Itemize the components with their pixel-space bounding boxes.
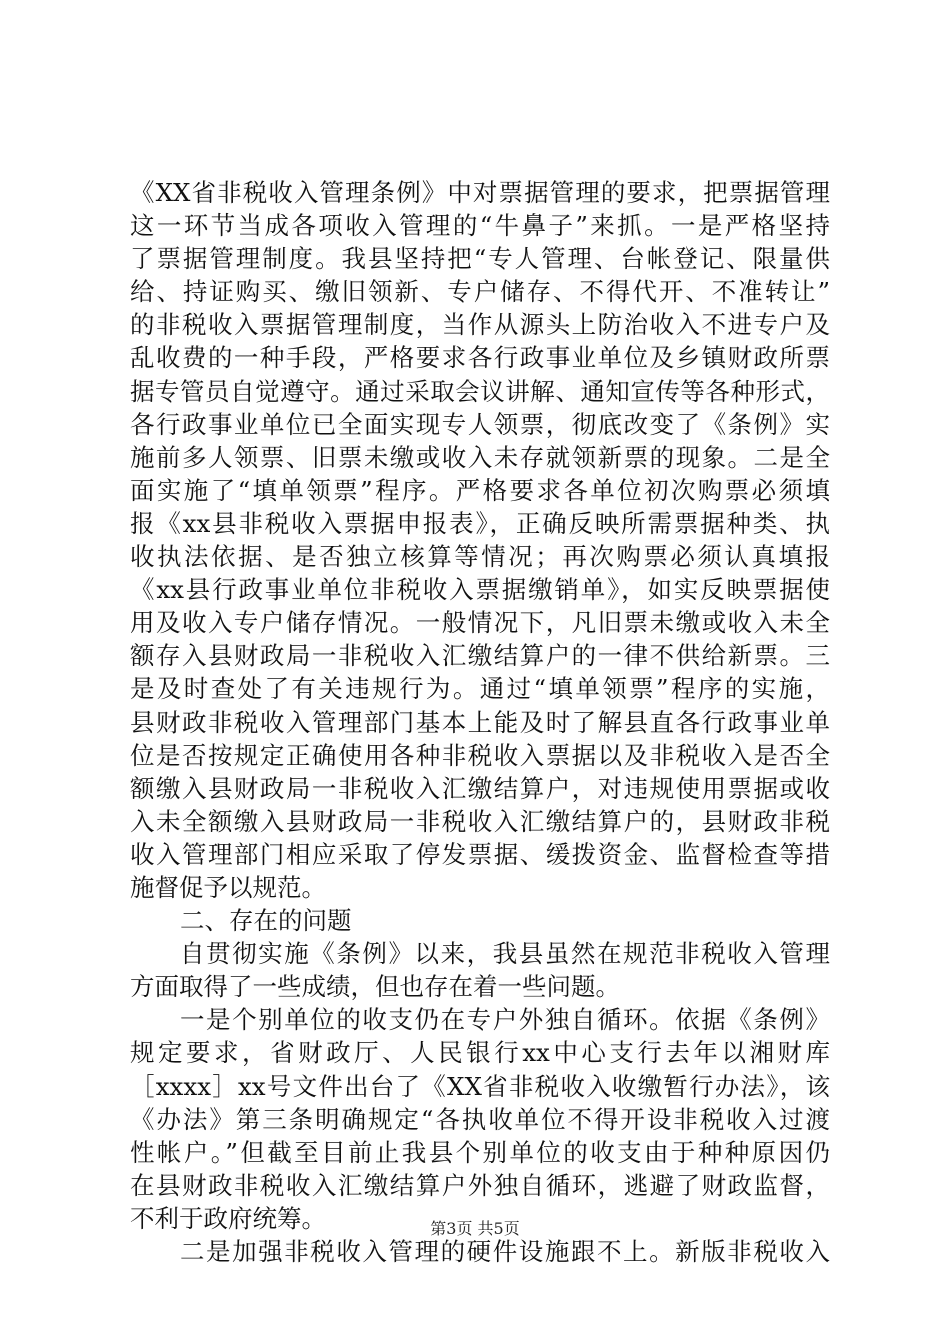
- text-line: 面实施了“填单领票”程序。严格要求各单位初次购票必须填: [130, 475, 830, 505]
- text-line: 施督促予以规范。: [130, 872, 326, 902]
- text-line: 《xx县行政事业单位非税收入票据缴销单》，如实反映票据使: [130, 575, 830, 605]
- text-line: 县财政非税收入管理部门基本上能及时了解县直各行政事业单: [130, 707, 830, 737]
- text-line: 规定要求，省财政厅、人民银行xx中心支行去年以湘财库: [130, 1038, 830, 1068]
- text-line: 位是否按规定正确使用各种非税收入票据以及非税收入是否全: [130, 740, 830, 770]
- text-line: 的非税收入票据管理制度，当作从源头上防治收入不进专户及: [130, 310, 830, 340]
- text-line: 施前多人领票、旧票未缴或收入未存就领新票的现象。二是全: [130, 442, 830, 472]
- text-line: 各行政事业单位已全面实现专人领票，彻底改变了《条例》实: [130, 409, 830, 439]
- text-line: 《办法》第三条明确规定“各执收单位不得开设非税收入过渡: [130, 1104, 830, 1134]
- text-line: 二是加强非税收入管理的硬件设施跟不上。新版非税收入: [180, 1237, 830, 1266]
- text-line: 是及时查处了有关违规行为。通过“填单领票”程序的实施，: [130, 674, 830, 704]
- text-line: 报《xx县非税收入票据申报表》，正确反映所需票据种类、执: [130, 508, 830, 538]
- text-line: 额缴入县财政局一非税收入汇缴结算户，对违规使用票据或收: [130, 773, 830, 803]
- text-line: 额存入县财政局一非税收入汇缴结算户的一律不供给新票。三: [130, 641, 830, 671]
- text-line: 用及收入专户储存情况。一般情况下，凡旧票未缴或收入未全: [130, 608, 830, 638]
- text-line: 给、持证购买、缴旧领新、专户储存、不得代开、不准转让”: [130, 277, 830, 307]
- text-line: 性帐户。”但截至目前止我县个别单位的收支由于种种原因仍: [130, 1137, 830, 1167]
- page-footer: [0, 1216, 950, 1239]
- section-heading: 二、存在的问题: [180, 906, 352, 936]
- text-line: ［xxxx］xx号文件出台了《XX省非税收入收缴暂行办法》，该: [130, 1071, 830, 1101]
- text-line: 乱收费的一种手段，严格要求各行政事业单位及乡镇财政所票: [130, 343, 830, 373]
- text-line: 方面取得了一些成绩，但也存在着一些问题。: [130, 972, 620, 1002]
- text-line: 了票据管理制度。我县坚持把“专人管理、台帐登记、限量供: [130, 244, 830, 274]
- page-number: 第3页 共5页: [430, 1219, 520, 1238]
- text-line: 入未全额缴入县财政局一非税收入汇缴结算户的，县财政非税: [130, 806, 830, 836]
- text-line: 自贯彻实施《条例》以来，我县虽然在规范非税收入管理: [180, 939, 830, 969]
- text-line: 这一环节当成各项收入管理的“牛鼻子”来抓。一是严格坚持: [130, 211, 830, 241]
- text-line: 一是个别单位的收支仍在专户外独自循环。依据《条例》: [180, 1005, 830, 1035]
- body-text: [130, 176, 830, 1268]
- text-line: 《XX省非税收入管理条例》中对票据管理的要求，把票据管理: [130, 178, 830, 207]
- text-line: 在县财政非税收入汇缴结算户外独自循环，逃避了财政监督，: [130, 1170, 830, 1200]
- text-line: 据专管员自觉遵守。通过采取会议讲解、通知宣传等各种形式，: [130, 376, 830, 406]
- text-line: 不利于政府统筹。: [130, 1203, 326, 1233]
- text-line: 收执法依据、是否独立核算等情况；再次购票必须认真填报: [130, 542, 830, 572]
- text-line: 收入管理部门相应采取了停发票据、缓拨资金、监督检查等措: [130, 839, 830, 869]
